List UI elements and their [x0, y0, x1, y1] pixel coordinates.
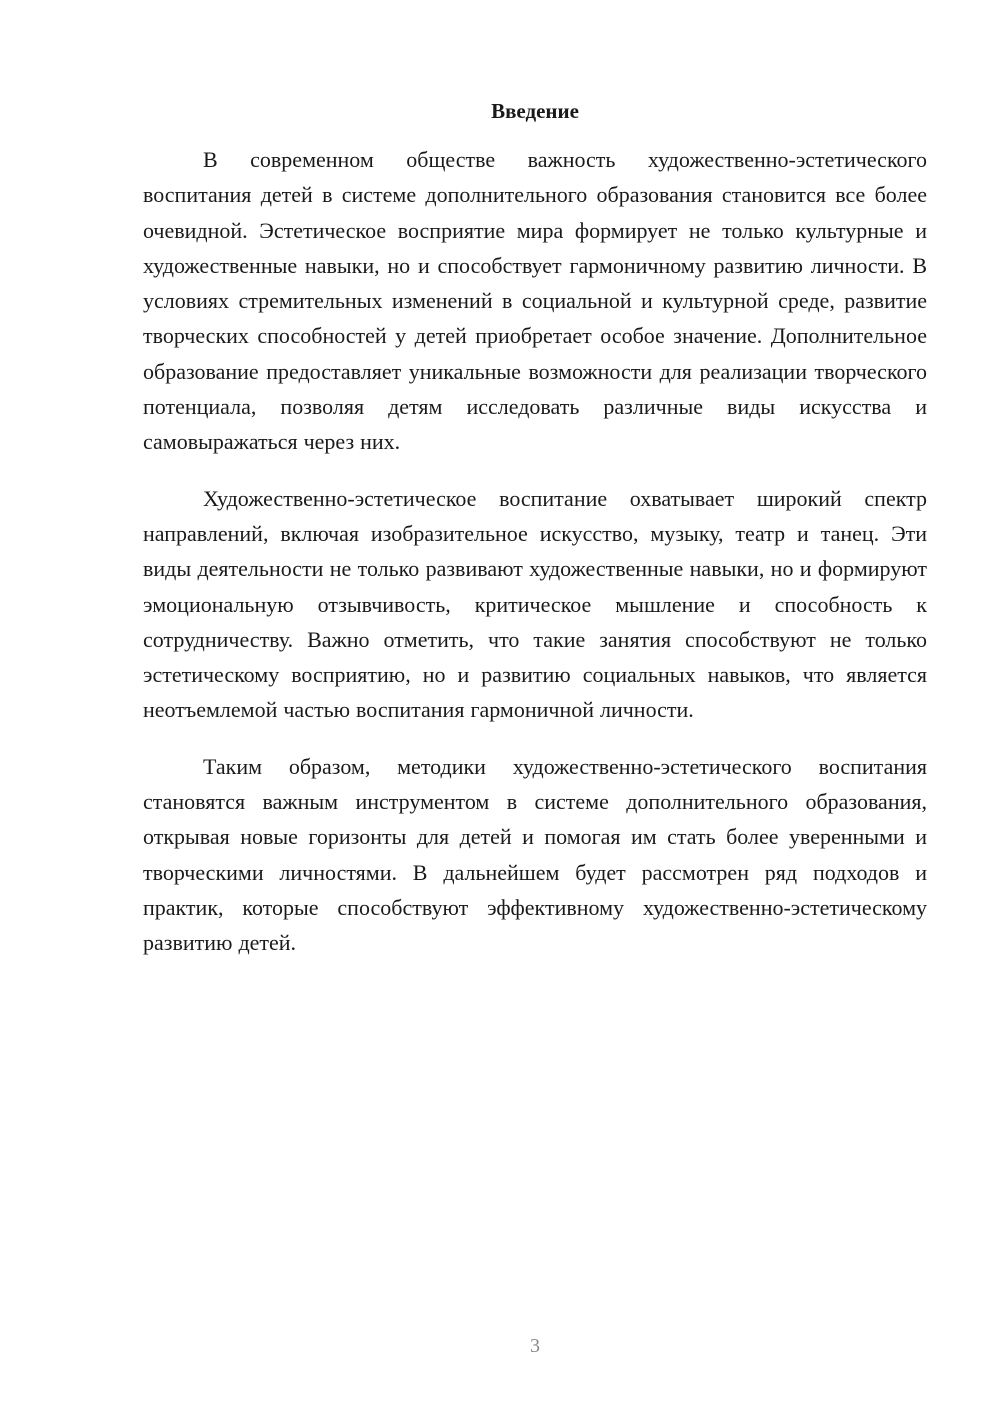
- section-heading: Введение: [491, 99, 579, 123]
- paragraph-2: Художественно-эстетическое воспитание охватывает широкий спектр направлений, включая изобразительное искусство, музыку, театр и танец. Эти виды деятельности не только развивают художественные навыки, но и формируют эмоциональную отзывчивость, критическое мышление и способность к сотрудничеству. Важно отметить, что такие занятия способствуют не только эстетическому восприятию, но и развитию социальных навыков, что является неотъемлемой частью воспитания гармоничной личности.: [143, 485, 927, 723]
- page-number: 3: [530, 1335, 540, 1357]
- paragraph-1: В современном обществе важность художественно-эстетического воспитания детей в системе дополнительного образования становится все более очевидной. Эстетическое восприятие мира формирует не только культурные и художественные навыки, но и способствует гармоничному развитию личности. В условиях стремительных изменений в социальной и культурной среде, развитие творческих способностей у детей приобретает особое значение. Дополнительное образование предоставляет уникальные возможности для реализации творческого потенциала, позволяя детям исследовать различные виды искусства и самовыражаться через них.: [143, 147, 927, 455]
- document-body: [143, 142, 927, 961]
- paragraph-3: Таким образом, методики художественно-эстетического воспитания становятся важным инструментом в системе дополнительного образования, открывая новые горизонты для детей и помогая им стать более уверенными и творческими личностями. В дальнейшем будет рассмотрен ряд подходов и практик, которые способствуют эффективному художественно-эстетическому развитию детей.: [143, 753, 927, 956]
